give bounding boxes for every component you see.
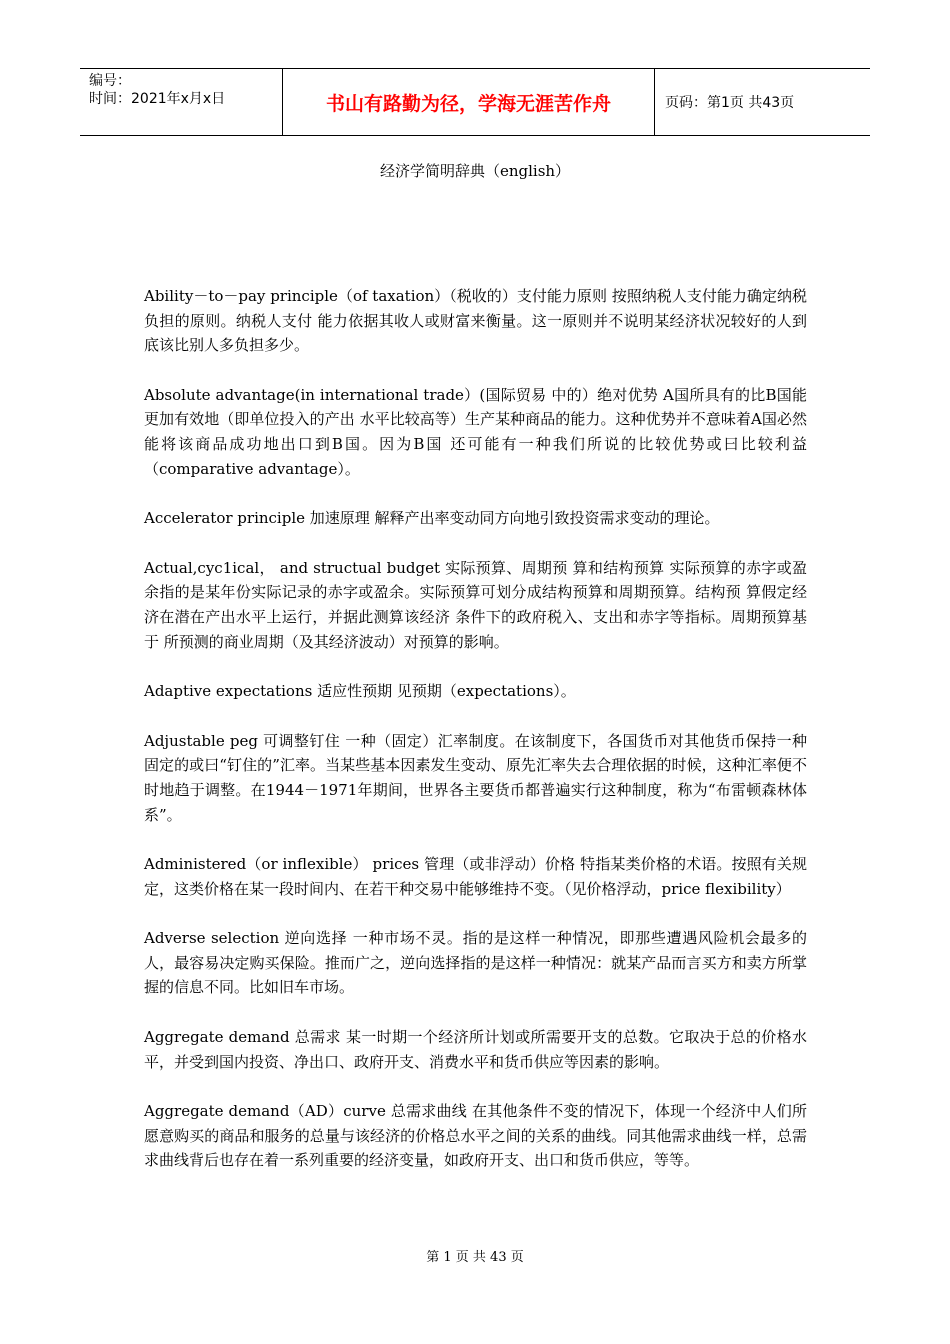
header-page-info: 页码：第1页 共43页 — [665, 95, 795, 111]
dictionary-entry: Absolute advantage(in international trade）(国际贸易 中的）绝对优势 A国所具有的比B国能更加有效地（即单位投入的产出 水平比较高等）生产某种商品的能力。这种优势并不意味着A国必然能将该商品成功地出口到B国。因为B国 还可能有一种我们所说的比较优势或曰比较利益 （comparative advantage）。 — [144, 385, 807, 478]
dictionary-entry: Aggregate demand（AD）curve 总需求曲线 在其他条件不变的情况下，体现一个经济中人们所愿意购买的商品和服务的总量与该经济的价格总水平之间的关系的曲线。同其他需求曲线一样，总需求曲线背后也存在着一系列重要的经济变量，如政府开支、出口和货币供应，等等。 — [144, 1102, 807, 1170]
header-left-cell — [80, 69, 282, 135]
dictionary-entry: Adverse selection 逆向选择 一种市场不灵。指的是这样一种情况，即那些遭遇风险机会最多的人，最容易决定购买保险。推而广之，逆向选择指的是这样一种情况：就某产品而言买方和卖方所掌握的信息不同。比如旧车市场。 — [144, 929, 807, 997]
page-footer: 第 1 页 共 43 页 — [426, 1250, 524, 1265]
dictionary-entry: Adaptive expectations 适应性预期 见预期（expectations）。 — [144, 682, 576, 701]
header-motto: 书山有路勤为径，学海无涯苦作舟 — [282, 69, 655, 135]
dictionary-entry: Actual,cyc1ical， and structual budget 实际预算、周期预 算和结构预算 实际预算的赤字或盈余指的是某年份实际记录的赤字或盈余。实际预算可划分成结构预算和周期预算。结构预 算假定经济在潜在产出水平上运行，并据此测算该经济 条件下的政府税入、支出和赤字等指标。周期预算基于 所预测的商业周期（及其经济波动）对预算的影响。 — [144, 558, 807, 651]
document-number-label: 编号： — [89, 73, 131, 89]
dictionary-entry: Ability－to－pay principle（of taxation）（税收的）支付能力原则 按照纳税人支付能力确定纳税负担的原则。纳税人支付 能力依据其收人或财富来衡量。这一原则并不说明某经济状况较好的人到底该比别人多负担多少。 — [144, 287, 807, 355]
dictionary-entries — [144, 284, 807, 1198]
document-title: 经济学简明辞典（english） — [379, 162, 571, 180]
document-date-label: 时间：2021年x月x日 — [89, 91, 226, 107]
dictionary-entry: Administered（or inflexible） prices 管理（或非浮动）价格 特指某类价格的术语。按照有关规定，这类价格在某一段时间内、在若干种交易中能够维持不变。（见价格浮动，price flexibility） — [144, 855, 807, 898]
dictionary-entry: Accelerator principle 加速原理 解释产出率变动同方向地引致投资需求变动的理论。 — [144, 509, 720, 528]
page-header — [80, 68, 870, 136]
dictionary-entry: Adjustable peg 可调整钉住 一种（固定）汇率制度。在该制度下，各国货币对其他货币保持一种固定的或曰“钉住的”汇率。当某些基本因素发生变动、原先汇率失去合理依据的时候，这种汇率便不时地趋于调整。在1944－1971年期间，世界各主要货币都普遍实行这种制度，称为“布雷顿森林体系”。 — [144, 731, 807, 824]
dictionary-entry: Aggregate demand 总需求 某一时期一个经济所计划或所需要开支的总数。它取决于总的价格水平，并受到国内投资、净出口、政府开支、消费水平和货币供应等因素的影响。 — [144, 1028, 807, 1071]
